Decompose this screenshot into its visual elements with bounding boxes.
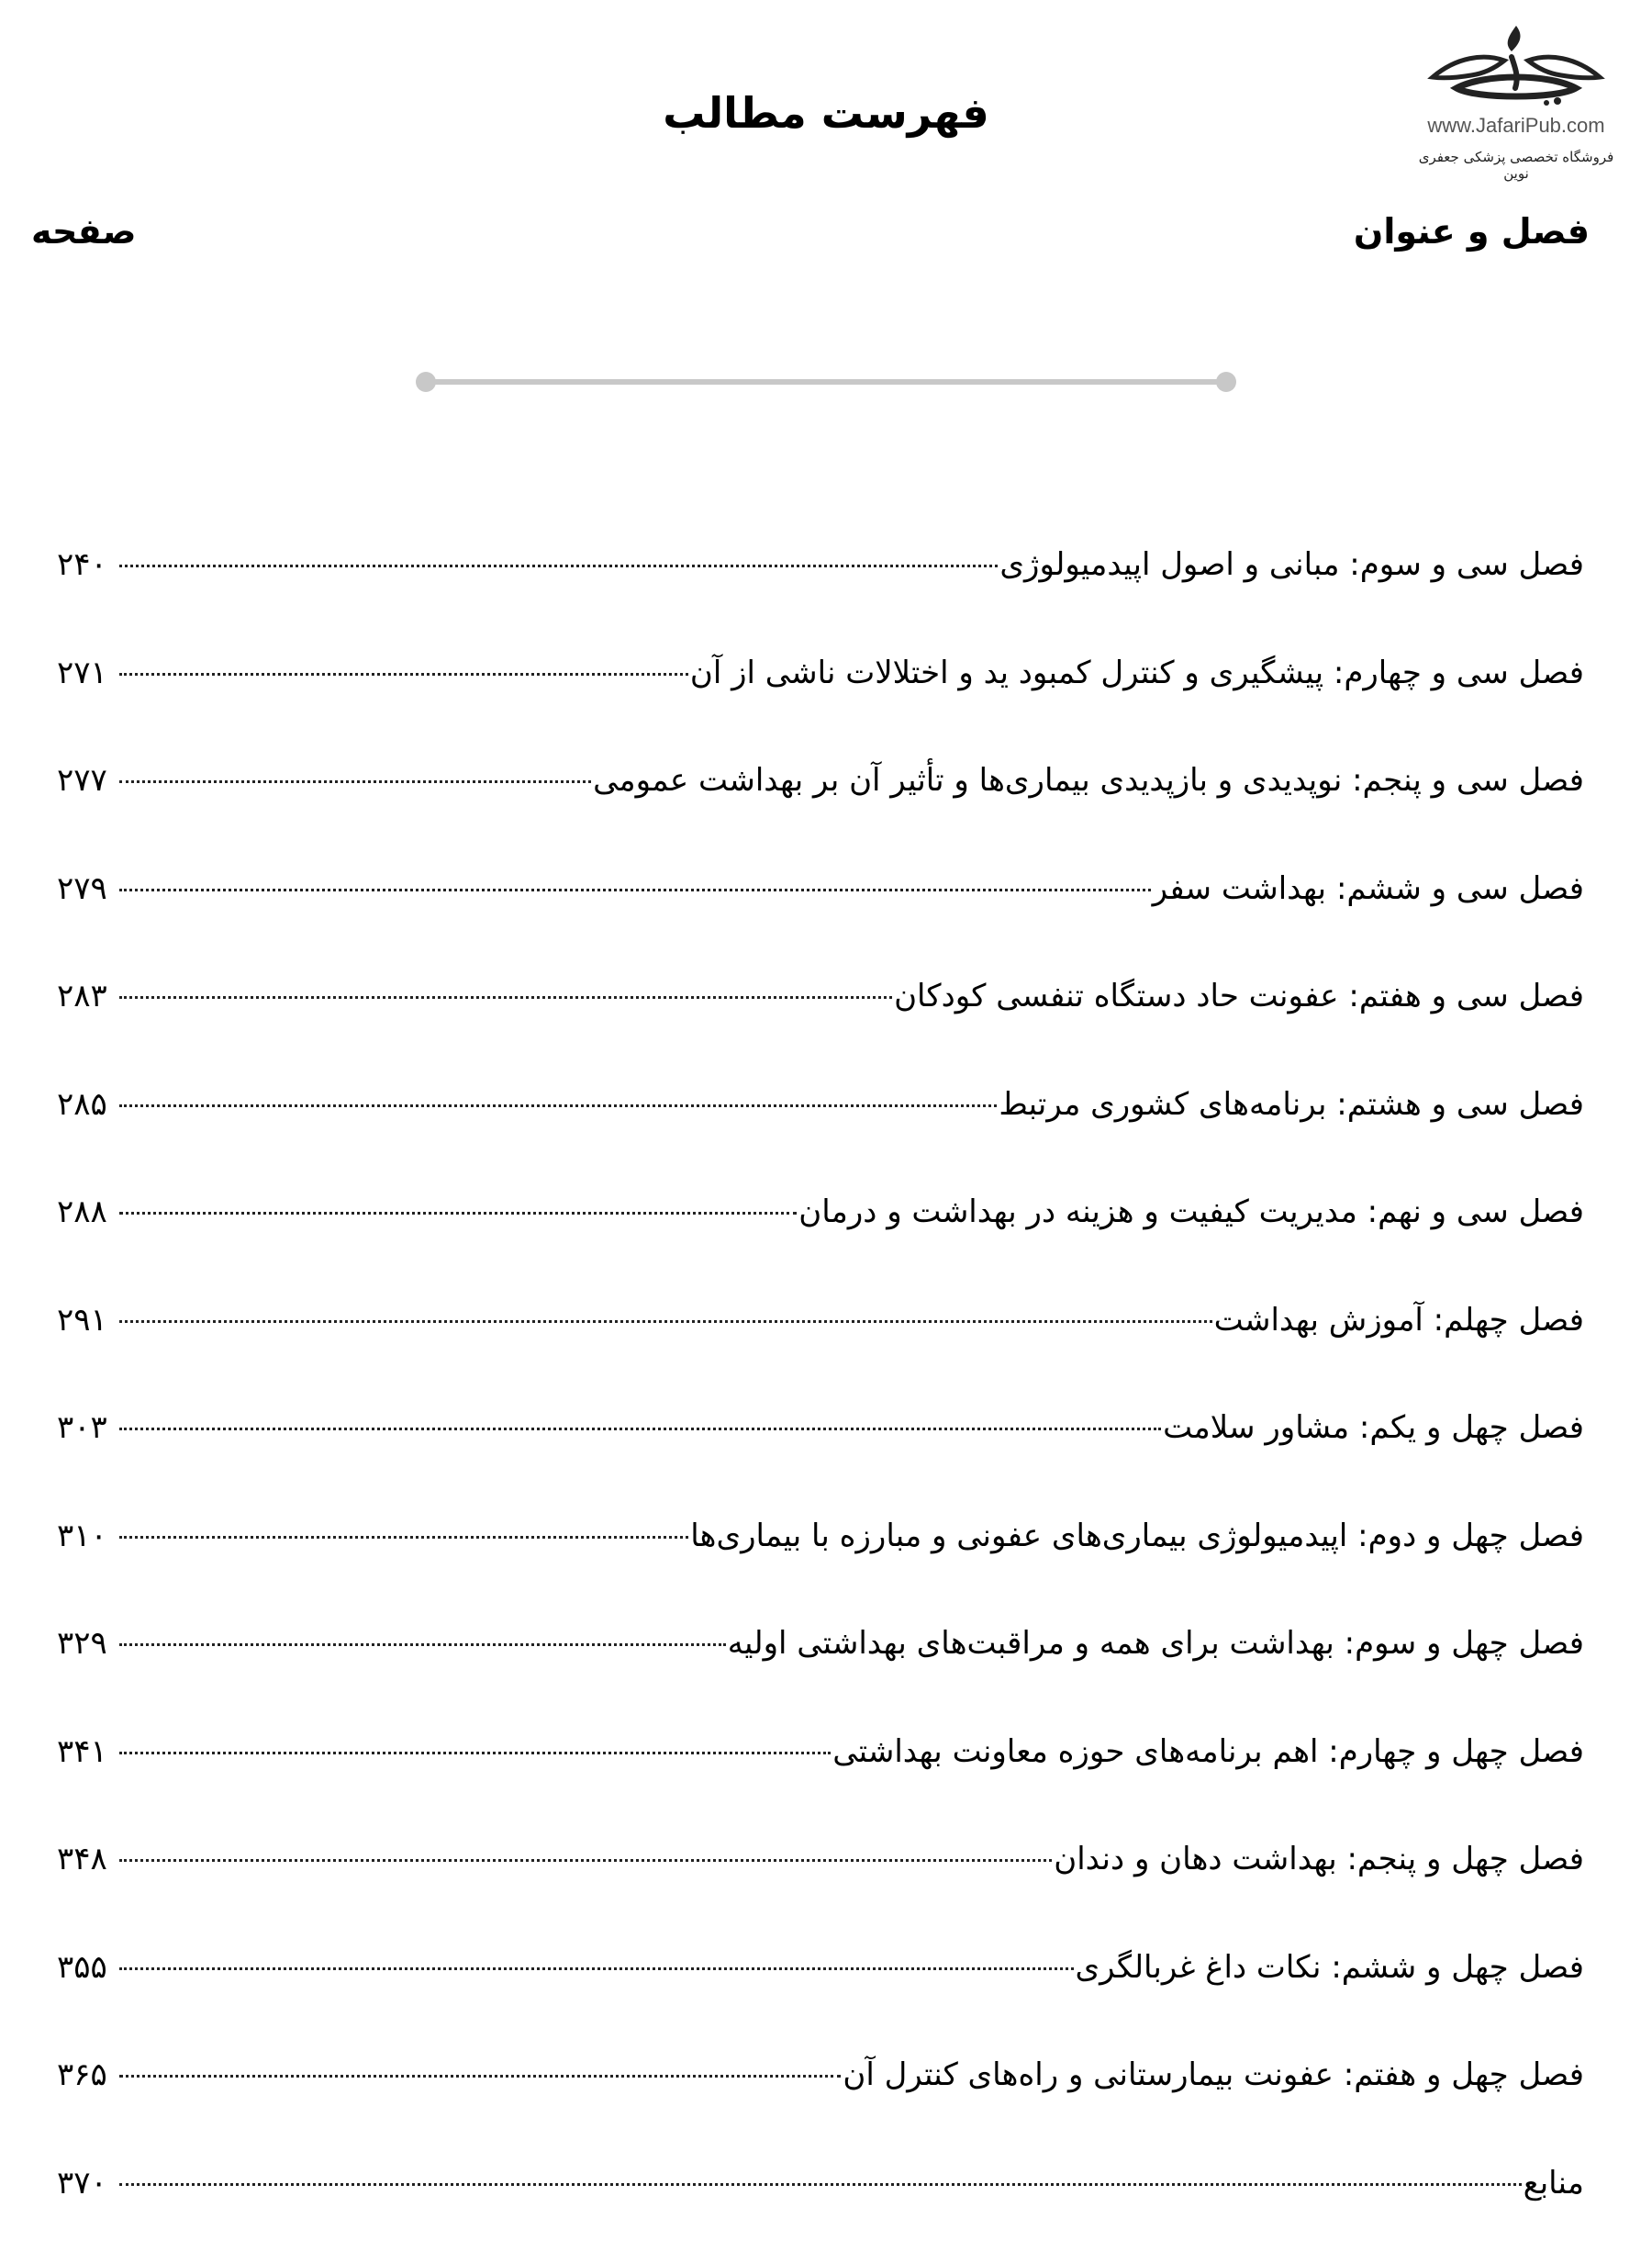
toc-entry-page: ۲۷۱ [57, 645, 116, 700]
toc-entry-page: ۲۸۳ [57, 969, 116, 1024]
toc-entry-title: فصل چهل و هفتم: عفونت بیمارستانی و راه‌های کنترل آن [843, 2047, 1584, 2102]
dot-leader [119, 1752, 831, 1754]
toc-entry-title: فصل چهل و پنجم: بهداشت دهان و دندان [1054, 1832, 1584, 1887]
toc-entry-title: فصل چهل و چهارم: اهم برنامه‌های حوزه معاونت بهداشتی [832, 1724, 1584, 1779]
dot-leader [119, 1536, 688, 1539]
toc-entry[interactable] [57, 645, 1584, 754]
toc-entry[interactable] [57, 1077, 1584, 1185]
dot-leader [119, 1320, 1212, 1323]
toc-entry-page: ۳۱۰ [57, 1508, 116, 1563]
dot-leader [119, 1859, 1052, 1862]
toc-entry-page: ۳۴۱ [57, 1724, 116, 1779]
chapter-column-header: فصل و عنوان [1354, 211, 1590, 252]
toc-entry-page: ۳۲۹ [57, 1616, 116, 1671]
toc-entry-title: فصل سی و هشتم: برنامه‌های کشوری مرتبط [999, 1077, 1584, 1132]
dot-leader [119, 2183, 1522, 2186]
toc-entry-page: ۲۷۷ [57, 753, 116, 808]
toc-entry[interactable] [57, 1724, 1584, 1832]
toc-entry-title: فصل چهل و یکم: مشاور سلامت [1163, 1400, 1584, 1455]
toc-entry[interactable] [57, 1400, 1584, 1508]
toc-entry-title: فصل سی و سوم: مبانی و اصول اپیدمیولوژی [999, 537, 1584, 592]
toc-entry-page: ۲۸۸ [57, 1184, 116, 1239]
logo-url: www.JafariPub.com [1406, 114, 1626, 138]
toc-entry-page: ۳۴۸ [57, 1832, 116, 1887]
toc-entry-title: فصل سی و هفتم: عفونت حاد دستگاه تنفسی کودکان [894, 969, 1584, 1024]
dot-leader [119, 996, 892, 999]
logo-tagline: فروشگاه تخصصی پزشکی جعفری نوین [1406, 149, 1626, 182]
toc-entry-title: فصل سی و پنجم: نوپدیدی و بازپدیدی بیماری‌ها و تأثیر آن بر بهداشت عمومی [593, 753, 1584, 808]
decorative-divider [415, 371, 1237, 393]
toc-entry[interactable] [57, 1832, 1584, 1940]
toc-entry[interactable] [57, 537, 1584, 645]
toc-entry-title: منابع [1524, 2156, 1584, 2211]
toc-entry-page: ۲۸۵ [57, 1077, 116, 1132]
toc-entry-title: فصل چهلم: آموزش بهداشت [1214, 1293, 1584, 1348]
dot-leader [119, 1428, 1161, 1430]
toc-entry[interactable] [57, 753, 1584, 861]
toc-entry[interactable] [57, 1508, 1584, 1617]
dot-leader [119, 780, 591, 783]
dot-leader [119, 889, 1151, 891]
dot-leader [119, 565, 998, 567]
toc-entry[interactable] [57, 969, 1584, 1077]
toc-entry-title: فصل چهل و ششم: نکات داغ غربالگری [1076, 1940, 1584, 1995]
dot-leader [119, 673, 688, 676]
toc-entry[interactable] [57, 861, 1584, 969]
dot-leader [119, 1643, 726, 1646]
dot-leader [119, 1212, 797, 1215]
toc-entry[interactable] [57, 1184, 1584, 1293]
dot-leader [119, 1967, 1074, 1970]
toc-entry-title: فصل سی و نهم: مدیریت کیفیت و هزینه در بهداشت و درمان [798, 1184, 1584, 1239]
toc-entry[interactable] [57, 2156, 1584, 2263]
toc-entry-title: فصل چهل و سوم: بهداشت برای همه و مراقبت‌های بهداشتی اولیه [728, 1616, 1584, 1671]
toc-entry-page: ۲۴۰ [57, 537, 116, 592]
page-column-header: صفحه [31, 211, 137, 252]
toc-entry[interactable] [57, 1293, 1584, 1401]
toc-entry[interactable] [57, 1616, 1584, 1724]
toc-entry-page: ۲۷۹ [57, 861, 116, 916]
page-title: فهرست مطالب [0, 88, 1652, 138]
toc-entry-page: ۲۹۱ [57, 1293, 116, 1348]
table-of-contents [57, 537, 1584, 2263]
toc-entry[interactable] [57, 2047, 1584, 2156]
dot-leader [119, 2075, 841, 2078]
dot-leader [119, 1104, 997, 1107]
toc-entry-page: ۳۷۰ [57, 2156, 116, 2211]
toc-entry-page: ۳۶۵ [57, 2047, 116, 2102]
toc-entry-title: فصل سی و چهارم: پیشگیری و کنترل کمبود ید و اختلالات ناشی از آن [690, 645, 1584, 700]
toc-entry-title: فصل سی و ششم: بهداشت سفر [1153, 861, 1584, 916]
toc-entry-title: فصل چهل و دوم: اپیدمیولوژی بیماری‌های عفونی و مبارزه با بیماری‌ها [690, 1508, 1584, 1563]
toc-entry-page: ۳۰۳ [57, 1400, 116, 1455]
toc-entry[interactable] [57, 1940, 1584, 2048]
toc-entry-page: ۳۵۵ [57, 1940, 116, 1995]
